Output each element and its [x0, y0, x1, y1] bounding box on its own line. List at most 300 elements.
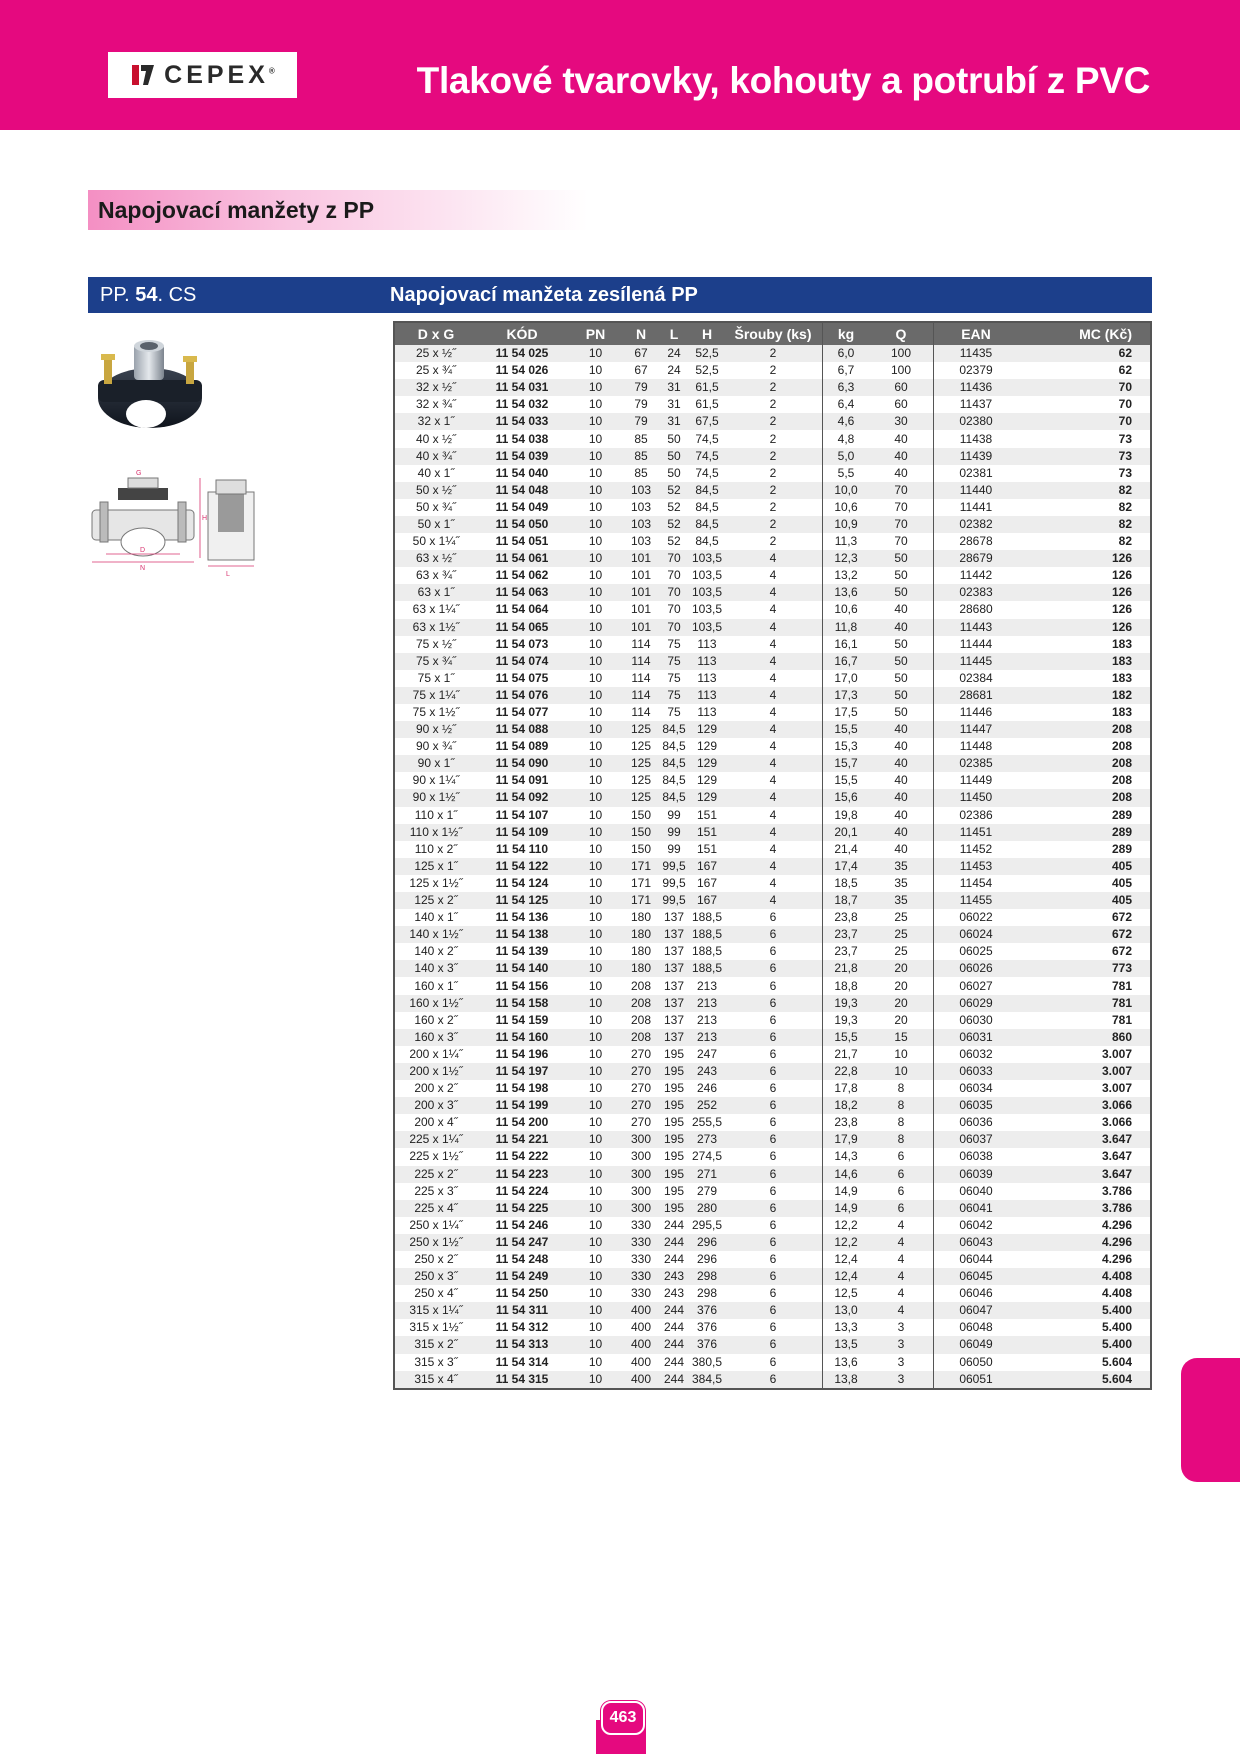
cell-pn: 10: [567, 533, 624, 550]
cell-n: 400: [624, 1319, 658, 1336]
cell-q: 50: [869, 653, 934, 670]
cell-h: 255,5: [690, 1114, 724, 1131]
cell-n: 150: [624, 824, 658, 841]
cell-kod: 11 54 039: [477, 448, 567, 465]
cell-h: 298: [690, 1268, 724, 1285]
cell-dxg: 315 x 4˝: [394, 1371, 477, 1389]
cell-kg: 12,3: [823, 550, 870, 567]
cell-dxg: 140 x 1½˝: [394, 926, 477, 943]
cell-kod: 11 54 074: [477, 653, 567, 670]
cell-ean: 11443: [934, 619, 1019, 636]
cell-kod: 11 54 075: [477, 670, 567, 687]
cell-q: 4: [869, 1302, 934, 1319]
cell-l: 70: [658, 619, 690, 636]
cell-dxg: 315 x 2˝: [394, 1336, 477, 1353]
cell-mc: 73: [1018, 465, 1151, 482]
cell-ean: 11452: [934, 841, 1019, 858]
cell-ean: 11446: [934, 704, 1019, 721]
cell-h: 129: [690, 721, 724, 738]
cell-mc: 62: [1018, 345, 1151, 362]
cell-l: 50: [658, 430, 690, 447]
cell-kg: 13,6: [823, 1354, 870, 1371]
cell-h: 84,5: [690, 482, 724, 499]
cell-pn: 10: [567, 1080, 624, 1097]
cell-pn: 10: [567, 345, 624, 362]
cell-q: 70: [869, 499, 934, 516]
cell-sr: 6: [724, 1251, 823, 1268]
cell-ean: 28680: [934, 601, 1019, 618]
table-row: [394, 807, 1151, 824]
chapter-tab: [1181, 1358, 1240, 1482]
cell-n: 400: [624, 1354, 658, 1371]
cell-mc: 672: [1018, 926, 1151, 943]
cell-mc: 3.647: [1018, 1166, 1151, 1183]
cell-n: 114: [624, 687, 658, 704]
cell-pn: 10: [567, 550, 624, 567]
cell-ean: 06027: [934, 977, 1019, 994]
cell-q: 35: [869, 892, 934, 909]
cell-sr: 4: [724, 807, 823, 824]
cell-dxg: 90 x 1˝: [394, 755, 477, 772]
cell-ean: 11445: [934, 653, 1019, 670]
cell-h: 52,5: [690, 345, 724, 362]
cell-kg: 18,8: [823, 977, 870, 994]
table-row: [394, 465, 1151, 482]
cell-pn: 10: [567, 995, 624, 1012]
cell-h: 129: [690, 755, 724, 772]
cell-kod: 11 54 124: [477, 875, 567, 892]
cell-sr: 6: [724, 1080, 823, 1097]
cell-pn: 10: [567, 1336, 624, 1353]
cell-ean: 02381: [934, 465, 1019, 482]
cell-pn: 10: [567, 960, 624, 977]
cell-mc: 5.400: [1018, 1336, 1151, 1353]
cell-kg: 13,8: [823, 1371, 870, 1389]
cell-l: 195: [658, 1097, 690, 1114]
cell-mc: 405: [1018, 858, 1151, 875]
cell-l: 244: [658, 1319, 690, 1336]
cell-h: 380,5: [690, 1354, 724, 1371]
cell-l: 244: [658, 1354, 690, 1371]
label-d: D: [140, 547, 146, 554]
table-row: [394, 772, 1151, 789]
cell-l: 75: [658, 704, 690, 721]
table-row: [394, 499, 1151, 516]
cell-sr: 6: [724, 1319, 823, 1336]
cell-kod: 11 54 088: [477, 721, 567, 738]
cell-dxg: 32 x 1˝: [394, 413, 477, 430]
cell-h: 151: [690, 824, 724, 841]
cell-sr: 6: [724, 1354, 823, 1371]
cell-q: 50: [869, 567, 934, 584]
cell-l: 75: [658, 636, 690, 653]
cell-n: 270: [624, 1114, 658, 1131]
cell-l: 243: [658, 1285, 690, 1302]
cell-ean: 11448: [934, 738, 1019, 755]
cell-kod: 11 54 136: [477, 909, 567, 926]
cell-ean: 06034: [934, 1080, 1019, 1097]
cell-kg: 5,5: [823, 465, 870, 482]
table-row: [394, 687, 1151, 704]
cell-dxg: 25 x ½˝: [394, 345, 477, 362]
cell-kod: 11 54 246: [477, 1217, 567, 1234]
table-row: [394, 1354, 1151, 1371]
table-row: [394, 755, 1151, 772]
cell-h: 103,5: [690, 584, 724, 601]
cell-dxg: 125 x 2˝: [394, 892, 477, 909]
cell-n: 300: [624, 1166, 658, 1183]
cell-mc: 289: [1018, 841, 1151, 858]
cell-dxg: 250 x 1½˝: [394, 1234, 477, 1251]
cell-mc: 4.408: [1018, 1285, 1151, 1302]
cell-n: 79: [624, 413, 658, 430]
cell-dxg: 40 x ¾˝: [394, 448, 477, 465]
cell-kod: 11 54 200: [477, 1114, 567, 1131]
cell-h: 84,5: [690, 533, 724, 550]
cell-kg: 4,8: [823, 430, 870, 447]
cell-sr: 6: [724, 1183, 823, 1200]
cell-q: 3: [869, 1319, 934, 1336]
cell-sr: 4: [724, 755, 823, 772]
cell-kod: 11 54 032: [477, 396, 567, 413]
cell-pn: 10: [567, 1166, 624, 1183]
cell-kg: 16,1: [823, 636, 870, 653]
cell-dxg: 250 x 1¼˝: [394, 1217, 477, 1234]
cell-sr: 6: [724, 1285, 823, 1302]
cell-kg: 19,3: [823, 995, 870, 1012]
cell-q: 10: [869, 1046, 934, 1063]
cell-l: 137: [658, 1029, 690, 1046]
cell-dxg: 50 x 1˝: [394, 516, 477, 533]
cell-pn: 10: [567, 1234, 624, 1251]
cell-ean: 28678: [934, 533, 1019, 550]
table-row: [394, 875, 1151, 892]
cell-h: 167: [690, 858, 724, 875]
cell-pn: 10: [567, 636, 624, 653]
cell-q: 4: [869, 1251, 934, 1268]
cell-kod: 11 54 107: [477, 807, 567, 824]
table-row: [394, 567, 1151, 584]
cell-n: 79: [624, 396, 658, 413]
table-row: [394, 738, 1151, 755]
cell-kg: 15,3: [823, 738, 870, 755]
cell-mc: 672: [1018, 909, 1151, 926]
cell-l: 137: [658, 926, 690, 943]
cell-h: 113: [690, 653, 724, 670]
cell-l: 137: [658, 995, 690, 1012]
cell-kg: 10,9: [823, 516, 870, 533]
cell-h: 167: [690, 892, 724, 909]
cell-n: 400: [624, 1302, 658, 1319]
cell-pn: 10: [567, 1251, 624, 1268]
product-name: Napojovací manžeta zesílená PP: [390, 284, 698, 306]
cell-h: 279: [690, 1183, 724, 1200]
cell-kod: 11 54 138: [477, 926, 567, 943]
cell-h: 252: [690, 1097, 724, 1114]
cell-pn: 10: [567, 1268, 624, 1285]
cell-pn: 10: [567, 772, 624, 789]
cell-sr: 6: [724, 1114, 823, 1131]
cell-h: 84,5: [690, 516, 724, 533]
cell-n: 101: [624, 567, 658, 584]
table-header-row: [394, 322, 1151, 345]
cell-sr: 2: [724, 516, 823, 533]
table-row: [394, 448, 1151, 465]
cell-q: 20: [869, 960, 934, 977]
cell-sr: 4: [724, 653, 823, 670]
cell-ean: 06038: [934, 1148, 1019, 1165]
cell-l: 137: [658, 909, 690, 926]
cell-kg: 10,6: [823, 601, 870, 618]
cell-q: 30: [869, 413, 934, 430]
cell-mc: 3.647: [1018, 1131, 1151, 1148]
cell-h: 295,5: [690, 1217, 724, 1234]
table-row: [394, 926, 1151, 943]
cell-ean: 11436: [934, 379, 1019, 396]
cell-q: 40: [869, 841, 934, 858]
col-header: N: [624, 322, 658, 345]
cell-mc: 208: [1018, 755, 1151, 772]
cell-ean: 06049: [934, 1336, 1019, 1353]
cell-q: 100: [869, 362, 934, 379]
cepex-logo: [108, 52, 297, 98]
cell-l: 195: [658, 1046, 690, 1063]
cell-q: 40: [869, 789, 934, 806]
cell-l: 244: [658, 1251, 690, 1268]
cell-h: 243: [690, 1063, 724, 1080]
cell-dxg: 32 x ¾˝: [394, 396, 477, 413]
cell-mc: 208: [1018, 738, 1151, 755]
cell-h: 273: [690, 1131, 724, 1148]
table-row: [394, 601, 1151, 618]
cell-l: 137: [658, 960, 690, 977]
cell-l: 99,5: [658, 892, 690, 909]
cell-kod: 11 54 250: [477, 1285, 567, 1302]
cell-sr: 4: [724, 841, 823, 858]
cell-sr: 6: [724, 1166, 823, 1183]
cell-q: 40: [869, 619, 934, 636]
cell-mc: 208: [1018, 721, 1151, 738]
cell-h: 151: [690, 841, 724, 858]
cell-mc: 126: [1018, 584, 1151, 601]
cell-ean: 06033: [934, 1063, 1019, 1080]
cell-kg: 4,6: [823, 413, 870, 430]
cell-kod: 11 54 196: [477, 1046, 567, 1063]
cell-n: 101: [624, 601, 658, 618]
cell-pn: 10: [567, 499, 624, 516]
cell-q: 35: [869, 875, 934, 892]
cell-ean: 06044: [934, 1251, 1019, 1268]
cell-pn: 10: [567, 824, 624, 841]
cell-sr: 2: [724, 482, 823, 499]
cell-dxg: 250 x 4˝: [394, 1285, 477, 1302]
cell-kg: 6,0: [823, 345, 870, 362]
cell-h: 103,5: [690, 550, 724, 567]
cell-dxg: 25 x ¾˝: [394, 362, 477, 379]
cell-q: 8: [869, 1097, 934, 1114]
cell-h: 213: [690, 995, 724, 1012]
cell-n: 101: [624, 584, 658, 601]
cell-kg: 15,5: [823, 1029, 870, 1046]
cell-dxg: 315 x 3˝: [394, 1354, 477, 1371]
cell-kod: 11 54 064: [477, 601, 567, 618]
cell-kg: 14,6: [823, 1166, 870, 1183]
cell-ean: 02380: [934, 413, 1019, 430]
cell-pn: 10: [567, 1046, 624, 1063]
cell-ean: 06041: [934, 1200, 1019, 1217]
cell-q: 8: [869, 1114, 934, 1131]
cell-l: 52: [658, 516, 690, 533]
cell-n: 330: [624, 1251, 658, 1268]
cell-mc: 672: [1018, 943, 1151, 960]
cell-l: 244: [658, 1371, 690, 1389]
cell-pn: 10: [567, 379, 624, 396]
cell-sr: 4: [724, 584, 823, 601]
cell-dxg: 110 x 2˝: [394, 841, 477, 858]
label-g: G: [136, 470, 142, 477]
cell-kg: 20,1: [823, 824, 870, 841]
cell-dxg: 140 x 2˝: [394, 943, 477, 960]
cell-sr: 4: [724, 738, 823, 755]
label-n: N: [140, 565, 146, 572]
cell-l: 137: [658, 1012, 690, 1029]
table-row: [394, 653, 1151, 670]
cell-dxg: 315 x 1¼˝: [394, 1302, 477, 1319]
cell-pn: 10: [567, 1354, 624, 1371]
cell-kod: 11 54 049: [477, 499, 567, 516]
cell-h: 246: [690, 1080, 724, 1097]
cell-dxg: 200 x 1¼˝: [394, 1046, 477, 1063]
cell-sr: 6: [724, 1217, 823, 1234]
cell-mc: 5.604: [1018, 1354, 1151, 1371]
cell-n: 300: [624, 1183, 658, 1200]
cell-n: 85: [624, 465, 658, 482]
cell-l: 75: [658, 670, 690, 687]
cell-l: 24: [658, 362, 690, 379]
cell-h: 376: [690, 1319, 724, 1336]
cell-l: 24: [658, 345, 690, 362]
cell-h: 129: [690, 738, 724, 755]
table-row: [394, 1012, 1151, 1029]
cell-kg: 15,5: [823, 772, 870, 789]
col-header: Q: [869, 322, 934, 345]
table-row: [394, 550, 1151, 567]
cell-kod: 11 54 033: [477, 413, 567, 430]
cell-mc: 781: [1018, 995, 1151, 1012]
cell-dxg: 140 x 1˝: [394, 909, 477, 926]
cell-mc: 3.066: [1018, 1097, 1151, 1114]
cell-kod: 11 54 051: [477, 533, 567, 550]
cell-l: 84,5: [658, 738, 690, 755]
cell-ean: 11453: [934, 858, 1019, 875]
product-photo: [90, 330, 210, 440]
cell-dxg: 250 x 2˝: [394, 1251, 477, 1268]
cell-n: 208: [624, 995, 658, 1012]
cell-q: 50: [869, 670, 934, 687]
table-body: [394, 345, 1151, 1389]
cell-n: 300: [624, 1148, 658, 1165]
cell-sr: 2: [724, 533, 823, 550]
cell-kg: 6,4: [823, 396, 870, 413]
cell-h: 280: [690, 1200, 724, 1217]
cell-pn: 10: [567, 1319, 624, 1336]
cell-sr: 6: [724, 1029, 823, 1046]
cell-kod: 11 54 061: [477, 550, 567, 567]
cell-mc: 289: [1018, 824, 1151, 841]
cell-l: 244: [658, 1234, 690, 1251]
cell-mc: 3.066: [1018, 1114, 1151, 1131]
cell-kod: 11 54 050: [477, 516, 567, 533]
cell-dxg: 75 x 1˝: [394, 670, 477, 687]
cell-h: 274,5: [690, 1148, 724, 1165]
cell-pn: 10: [567, 1063, 624, 1080]
cell-n: 101: [624, 550, 658, 567]
cell-q: 70: [869, 516, 934, 533]
cell-l: 99: [658, 841, 690, 858]
cell-kg: 10,0: [823, 482, 870, 499]
cell-pn: 10: [567, 430, 624, 447]
cell-q: 4: [869, 1234, 934, 1251]
cell-ean: 06037: [934, 1131, 1019, 1148]
page-number: 463: [601, 1701, 645, 1735]
cell-mc: 3.007: [1018, 1080, 1151, 1097]
cell-n: 125: [624, 755, 658, 772]
cell-mc: 73: [1018, 430, 1151, 447]
cell-dxg: 110 x 1˝: [394, 807, 477, 824]
cell-mc: 126: [1018, 550, 1151, 567]
cell-kod: 11 54 040: [477, 465, 567, 482]
cell-q: 70: [869, 482, 934, 499]
cell-sr: 6: [724, 1063, 823, 1080]
cell-kod: 11 54 249: [477, 1268, 567, 1285]
cell-l: 195: [658, 1114, 690, 1131]
cell-ean: 02382: [934, 516, 1019, 533]
cell-h: 167: [690, 875, 724, 892]
cell-kg: 13,3: [823, 1319, 870, 1336]
cell-h: 61,5: [690, 379, 724, 396]
cell-mc: 208: [1018, 772, 1151, 789]
cell-q: 40: [869, 601, 934, 618]
cell-dxg: 160 x 1½˝: [394, 995, 477, 1012]
cell-sr: 2: [724, 430, 823, 447]
cell-pn: 10: [567, 807, 624, 824]
cell-kg: 12,2: [823, 1234, 870, 1251]
cell-sr: 4: [724, 687, 823, 704]
cell-l: 70: [658, 584, 690, 601]
cell-q: 35: [869, 858, 934, 875]
cell-pn: 10: [567, 721, 624, 738]
cell-n: 114: [624, 704, 658, 721]
table-row: [394, 1029, 1151, 1046]
cell-kod: 11 54 025: [477, 345, 567, 362]
cell-mc: 5.400: [1018, 1319, 1151, 1336]
cell-mc: 126: [1018, 619, 1151, 636]
cell-kod: 11 54 091: [477, 772, 567, 789]
cell-l: 195: [658, 1131, 690, 1148]
cell-n: 114: [624, 636, 658, 653]
cell-kg: 14,9: [823, 1183, 870, 1200]
cell-n: 300: [624, 1200, 658, 1217]
cell-mc: 182: [1018, 687, 1151, 704]
cell-kg: 15,5: [823, 721, 870, 738]
cell-h: 213: [690, 1012, 724, 1029]
table-row: [394, 670, 1151, 687]
cell-pn: 10: [567, 465, 624, 482]
cell-q: 4: [869, 1268, 934, 1285]
cell-mc: 70: [1018, 379, 1151, 396]
cell-n: 300: [624, 1131, 658, 1148]
cell-l: 195: [658, 1183, 690, 1200]
